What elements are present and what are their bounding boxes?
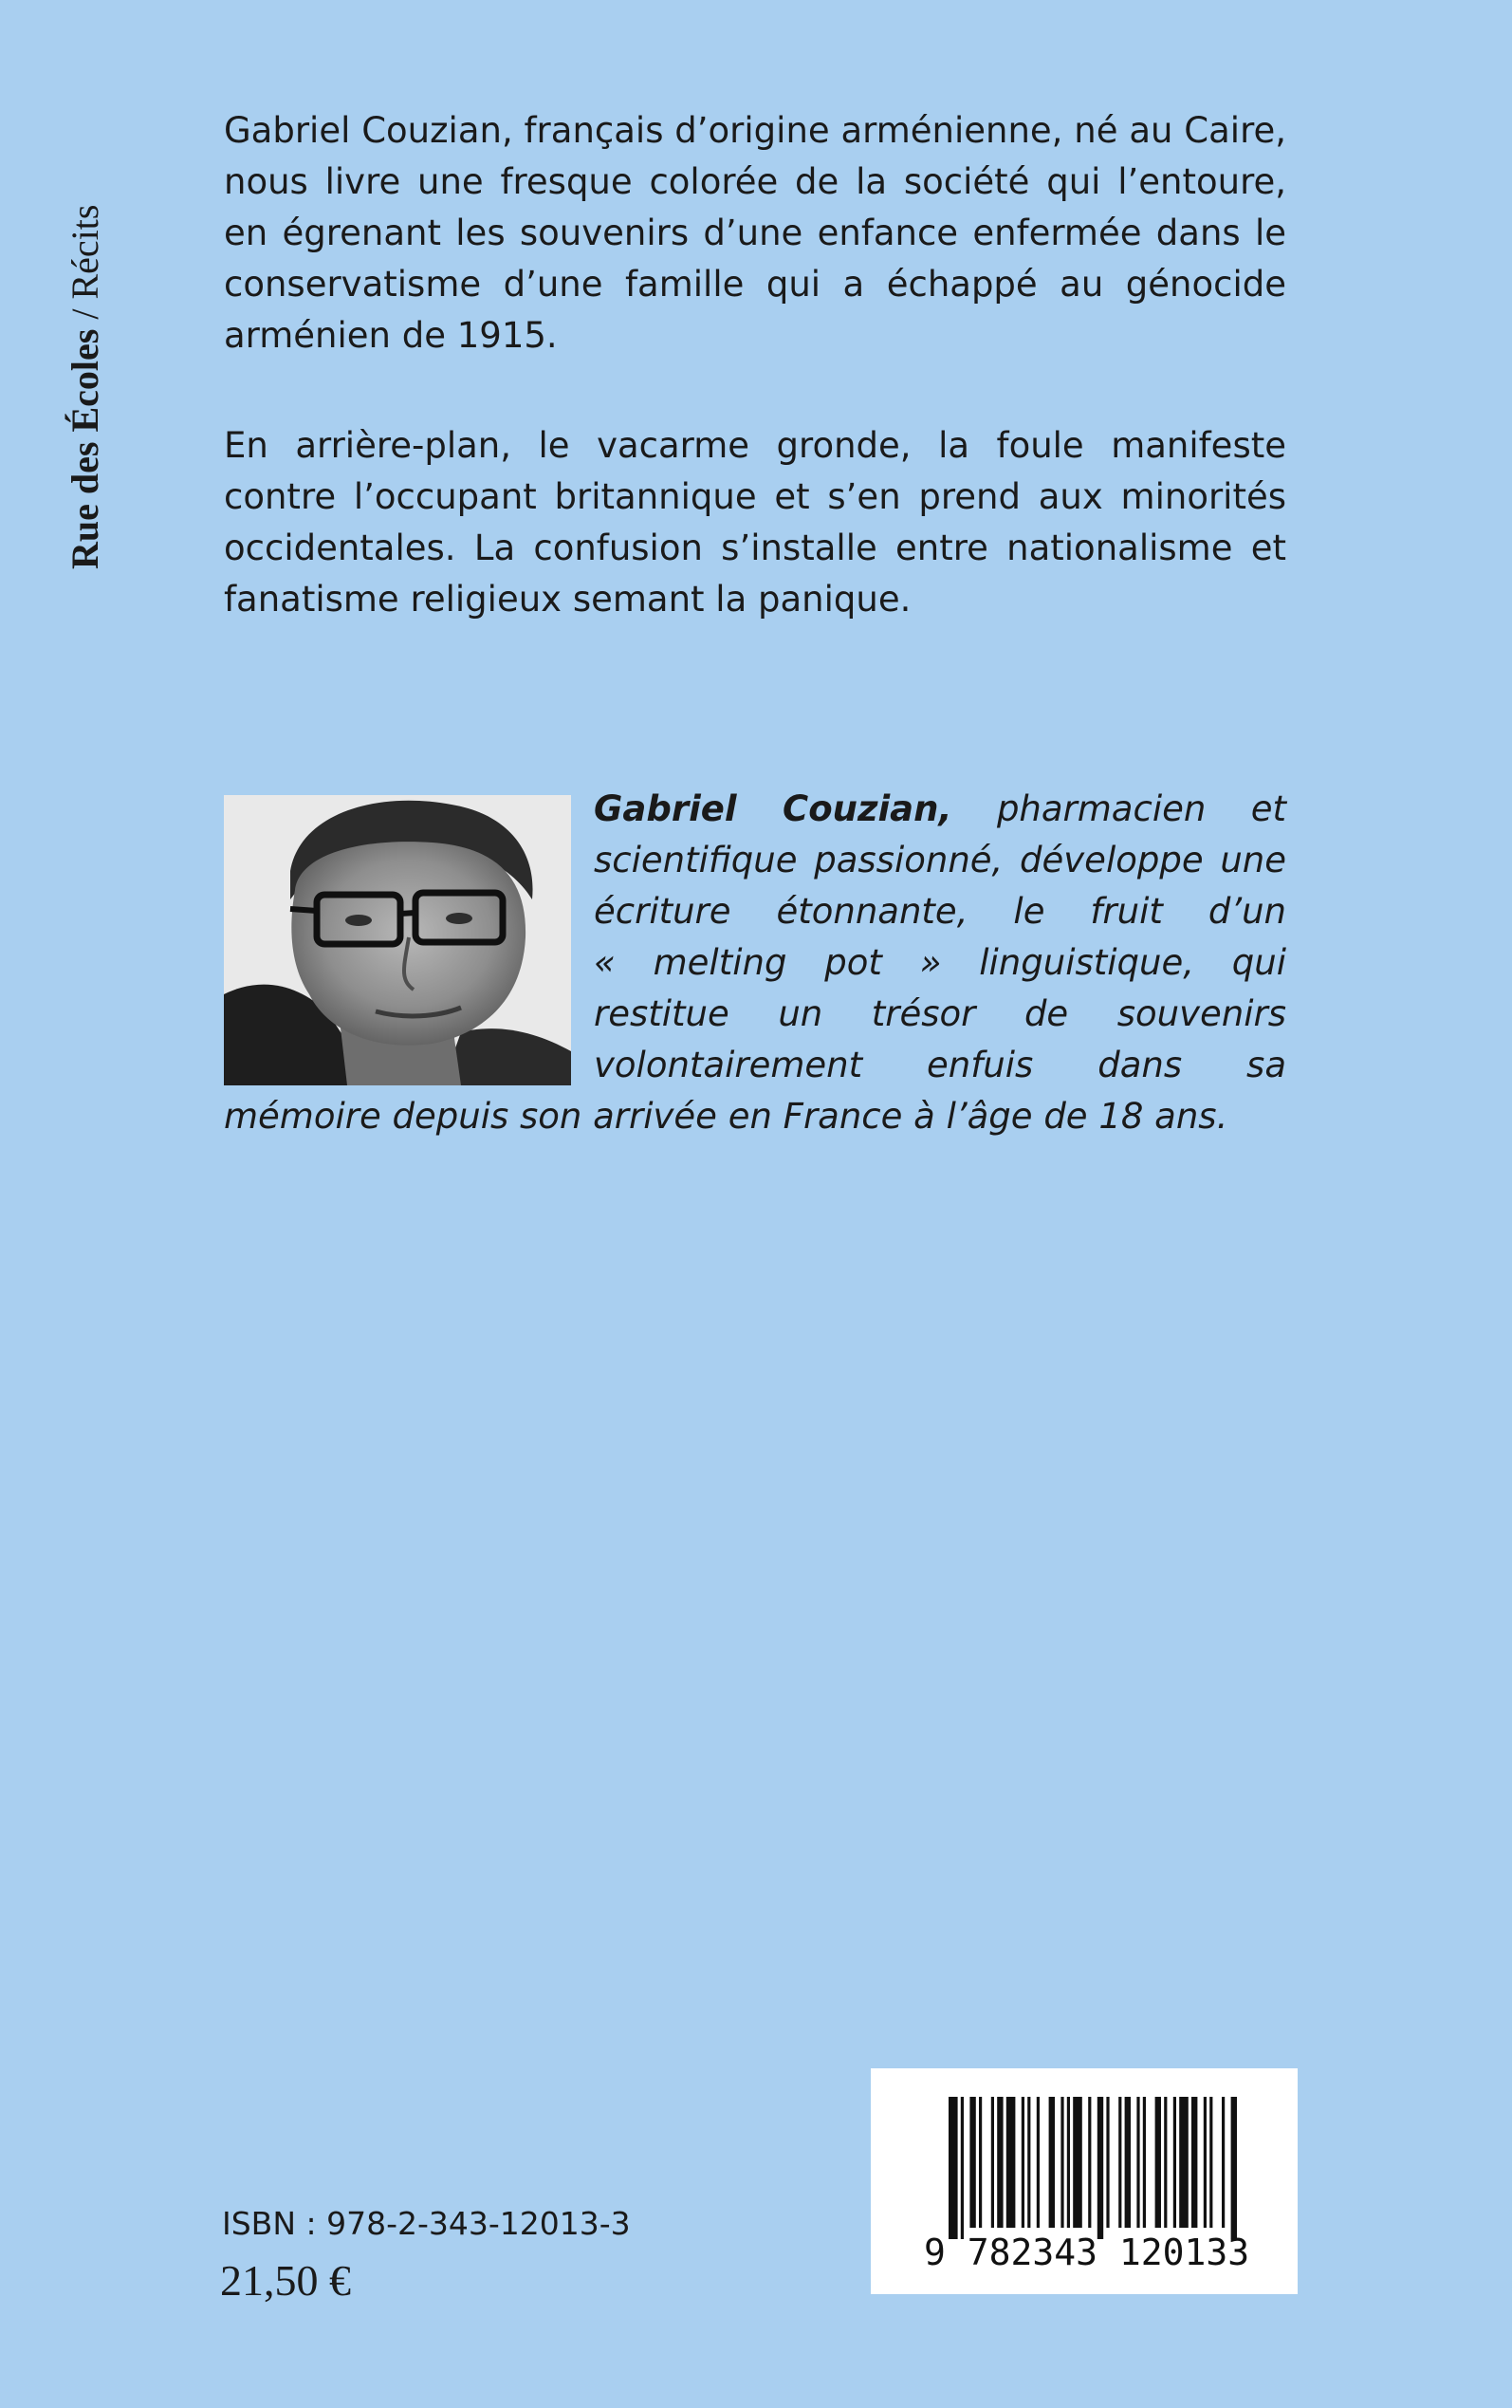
barcode-bar <box>1231 2097 1237 2239</box>
barcode-bar <box>969 2097 975 2228</box>
barcode-bar <box>949 2097 958 2239</box>
author-bio-text: pharmacien et scientifique passionné, développe une écriture étonnante, le fruit d’un « melting pot » linguistique, qui restitue un trésor de souvenirs volontairement enfuis dans sa mémoire depuis son arrivée en France à l’âge de 18 ans. <box>224 788 1286 1137</box>
barcode-bar <box>1049 2097 1055 2228</box>
barcode-digits: 9 782343 120133 <box>924 2232 1250 2273</box>
spine-title <box>47 38 123 569</box>
barcode-bar <box>1022 2097 1024 2228</box>
barcode-bar <box>1037 2097 1040 2228</box>
author-name: Gabriel Couzian, <box>594 788 952 829</box>
barcode-bar <box>991 2097 994 2228</box>
barcode-bar <box>1209 2097 1212 2228</box>
barcode-bar <box>1073 2097 1082 2228</box>
barcode-bar <box>1204 2097 1207 2228</box>
barcode-bar <box>1088 2097 1091 2228</box>
barcode-bar <box>1106 2097 1109 2228</box>
barcode-bar <box>1191 2097 1197 2228</box>
barcode-bar <box>1097 2097 1103 2239</box>
barcode-bar <box>1222 2097 1225 2228</box>
barcode-bar <box>1136 2097 1139 2228</box>
barcode-bar <box>1155 2097 1161 2228</box>
series-name: Récits <box>64 204 106 300</box>
barcode-bar <box>1067 2097 1070 2228</box>
barcode-bar <box>1060 2097 1063 2228</box>
price-label: 21,50 € <box>220 2256 351 2305</box>
barcode-bar <box>1143 2097 1146 2228</box>
barcode-bar <box>1125 2097 1131 2228</box>
author-bio <box>224 784 1286 1142</box>
barcode-bar <box>961 2097 964 2239</box>
photo-text-wrap <box>224 784 594 1091</box>
isbn-label: ISBN : 978-2-343-12013-3 <box>222 2205 631 2242</box>
barcode-bar <box>1118 2097 1121 2228</box>
barcode-bar <box>1179 2097 1189 2228</box>
barcode-bar <box>1173 2097 1176 2228</box>
barcode-bar <box>1006 2097 1016 2228</box>
barcode-bar <box>1027 2097 1030 2228</box>
collection-name: Rue des Écoles <box>64 328 106 569</box>
blurb-paragraph-1: Gabriel Couzian, français d’origine arménienne, né au Caire, nous livre une fresque colorée de la société qui l’entoure, en égrenant les souvenirs d’une enfance enfermée dans le conservatisme d’une famille qui a échappé au génocide arménien de 1915. <box>224 110 1286 356</box>
spine-separator: / <box>64 299 106 329</box>
barcode-bar <box>979 2097 982 2228</box>
barcode <box>871 2068 1298 2294</box>
barcode-bar <box>1164 2097 1167 2228</box>
barcode-bar <box>997 2097 1003 2228</box>
blurb-paragraph-2: En arrière-plan, le vacarme gronde, la foule manifeste contre l’occupant britannique et s’en prend aux minorités occidentales. La confusion s’installe entre nationalisme et fanatisme religieux semant la panique. <box>224 425 1286 620</box>
